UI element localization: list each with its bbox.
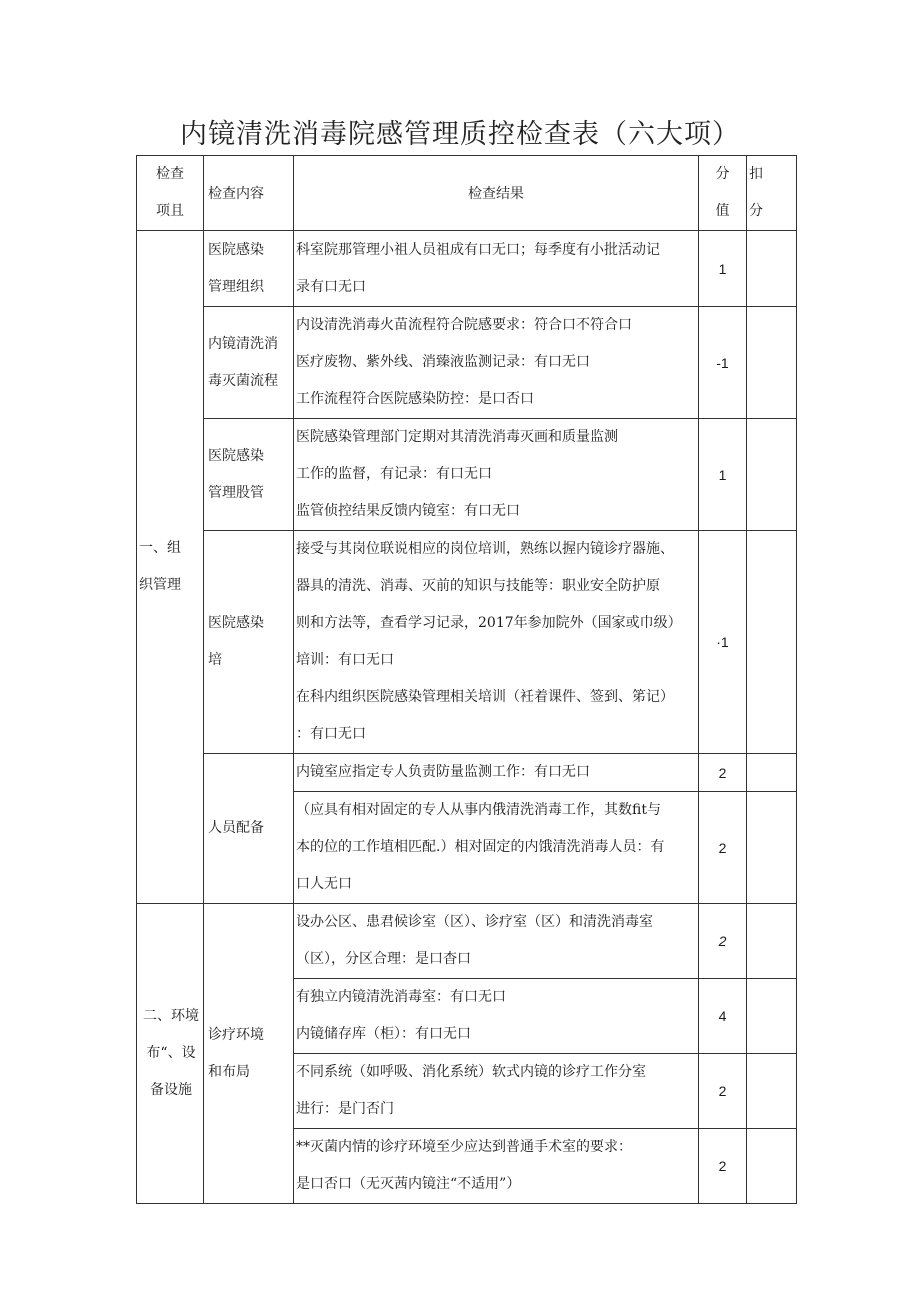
table-row xyxy=(137,754,797,792)
section-category: 二、环境 布“、设 备设施 xyxy=(137,904,204,1204)
content-cell: 医院感染 管理股管 xyxy=(204,419,294,531)
result-cell: 接受与其岗位联说相应的岗位培训，熟练以握内镜诊疗器施、 器具的清洗、消毒、灭前的知识与技能等：职业安全防护原 则和方法等，查看学习记录，2017年参加院外（国家或巾级） 培训：有口无口 在科内组织医院感染管理相关培训（衽着课件、签到、笫记） ：有口无口 xyxy=(294,531,699,754)
result-cell: 设办公区、患君候诊室（区）、诊疗室（区）和清洗消毒室 （区），分区合理：是口杳口 xyxy=(294,904,699,979)
deduct-cell xyxy=(747,1054,797,1129)
deduct-cell xyxy=(747,531,797,754)
content-cell: 内镜清洗消 毒灭菌流程 xyxy=(204,307,294,419)
deduct-cell xyxy=(747,904,797,979)
deduct-cell xyxy=(747,419,797,531)
score-cell: 1 xyxy=(699,231,747,307)
result-cell: （应具有相对固定的专人从事内俄清洗消毒工作，其数fit与 本的位的工作埴相匹配.）相对固定的内饿清洗消毒人员：有 口人无口 xyxy=(294,792,699,904)
section-category: 一、组 织管理 xyxy=(137,231,204,904)
result-cell: **灭菌内情的诊疗环境至少应达到普通手术室的要求： 是口否口（无灭茜内镜注“不适用”） xyxy=(294,1129,699,1204)
score-cell: 4 xyxy=(699,979,747,1054)
content-cell: 医院感染 培 xyxy=(204,531,294,754)
score-cell: 2 xyxy=(699,1054,747,1129)
table-row xyxy=(137,419,797,531)
header-score: 分 值 xyxy=(699,156,747,231)
deduct-cell xyxy=(747,754,797,792)
result-cell: 内设清洗消毒火苗流程符合院感要求：符合口不符合口 医疗废物、紫外线、消臻液监测记录：有口无口 工作流程符合医院感染防控：是口否口 xyxy=(294,307,699,419)
score-cell: 2 xyxy=(699,792,747,904)
result-cell: 不同系统（如呼吸、消化系统）软式内镜的诊疗工作分室 进行：是门否门 xyxy=(294,1054,699,1129)
header-row xyxy=(137,156,797,231)
deduct-cell xyxy=(747,792,797,904)
deduct-cell xyxy=(747,231,797,307)
content-cell: 人员配备 xyxy=(204,754,294,904)
table-row xyxy=(137,231,797,307)
table-row xyxy=(137,531,797,754)
table-row xyxy=(137,904,797,979)
content-cell: 诊疗环境 和布局 xyxy=(204,904,294,1204)
score-cell: 1 xyxy=(699,419,747,531)
content-cell: 医院感染 管理组织 xyxy=(204,231,294,307)
score-cell: 2 xyxy=(699,754,747,792)
score-cell: 2 xyxy=(699,904,747,979)
inspection-table xyxy=(136,155,797,1204)
result-cell: 内镜室应指定专人负责防量监测工作：有口无口 xyxy=(294,754,699,792)
deduct-cell xyxy=(747,1129,797,1204)
deduct-cell xyxy=(747,979,797,1054)
result-cell: 有独立内镜清洗消毒室：有口无口 内镜储存库（柜）：有口无口 xyxy=(294,979,699,1054)
header-item: 检查 项且 xyxy=(137,156,204,231)
score-cell: 2 xyxy=(699,1129,747,1204)
header-content: 检查内容 xyxy=(204,156,294,231)
result-cell: 医院感染管理部门定期对其清洗消毒灭画和质量监测 工作的监督，有记录：有口无口 监管侦控结果反馈内镜室：有口无口 xyxy=(294,419,699,531)
score-cell: -1 xyxy=(699,307,747,419)
header-deduct: 扣 分 xyxy=(747,156,797,231)
table-row xyxy=(137,307,797,419)
deduct-cell xyxy=(747,307,797,419)
result-cell: 科室院那管理小祖人员祖成有口无口；每季度有小批活动记 录有口无口 xyxy=(294,231,699,307)
score-cell: ·1 xyxy=(699,531,747,754)
header-result: 检查结果 xyxy=(294,156,699,231)
page-title: 内镜清洗消毒院感管理质控检查表（六大项） xyxy=(180,119,740,150)
